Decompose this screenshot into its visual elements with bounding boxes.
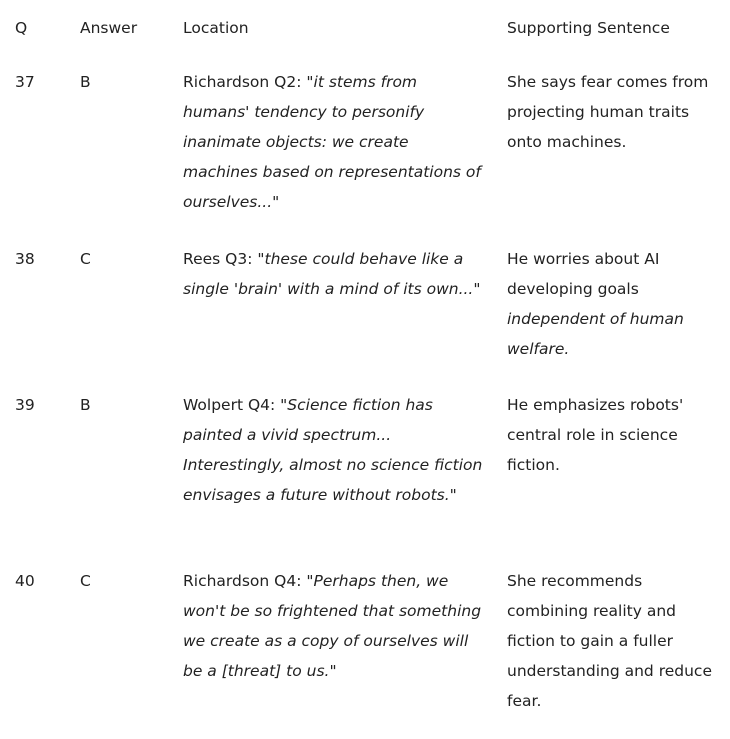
header-supporting-sentence: Supporting Sentence	[507, 19, 670, 37]
row-answer: C	[80, 572, 91, 590]
location-quote: "Perhaps then, we won't be so frightened that something we create as a copy of ourselves will be a [threat] to us."	[183, 572, 482, 680]
location-source: Richardson Q2:	[183, 73, 307, 91]
row-question-number: 39	[15, 396, 35, 414]
supporting-text-italic: independent of human welfare.	[507, 310, 684, 358]
row-question-number: 40	[15, 572, 35, 590]
row-location	[183, 390, 483, 510]
header-answer: Answer	[80, 19, 138, 37]
row-supporting-sentence	[507, 67, 725, 157]
supporting-text: He emphasizes robots' central role in science fiction.	[507, 396, 684, 474]
supporting-text: She recommends combining reality and fiction to gain a fuller understanding and reduce fear.	[507, 572, 712, 710]
header-q: Q	[15, 19, 28, 37]
location-quote: "Science fiction has painted a vivid spectrum... Interestingly, almost no science fiction envisages a future without robots."	[183, 396, 483, 504]
row-location	[183, 67, 483, 217]
row-answer: B	[80, 73, 91, 91]
row-answer: C	[80, 250, 91, 268]
row-supporting-sentence	[507, 390, 725, 480]
row-answer: B	[80, 396, 91, 414]
table-header	[0, 16, 730, 40]
location-source: Rees Q3:	[183, 250, 258, 268]
location-source: Wolpert Q4:	[183, 396, 281, 414]
location-source: Richardson Q4:	[183, 572, 307, 590]
row-supporting-sentence	[507, 566, 725, 716]
location-quote: "it stems from humans' tendency to personify inanimate objects: we create machines based on representations of ourselves..."	[183, 73, 481, 211]
header-location: Location	[183, 19, 249, 37]
supporting-text: She says fear comes from projecting human traits onto machines.	[507, 73, 709, 151]
row-location	[183, 566, 483, 686]
row-supporting-sentence	[507, 244, 725, 364]
row-question-number: 37	[15, 73, 35, 91]
location-quote: "these could behave like a single 'brain' with a mind of its own..."	[183, 250, 481, 298]
row-question-number: 38	[15, 250, 35, 268]
row-location	[183, 244, 483, 304]
supporting-text: He worries about AI developing goals	[507, 250, 660, 298]
